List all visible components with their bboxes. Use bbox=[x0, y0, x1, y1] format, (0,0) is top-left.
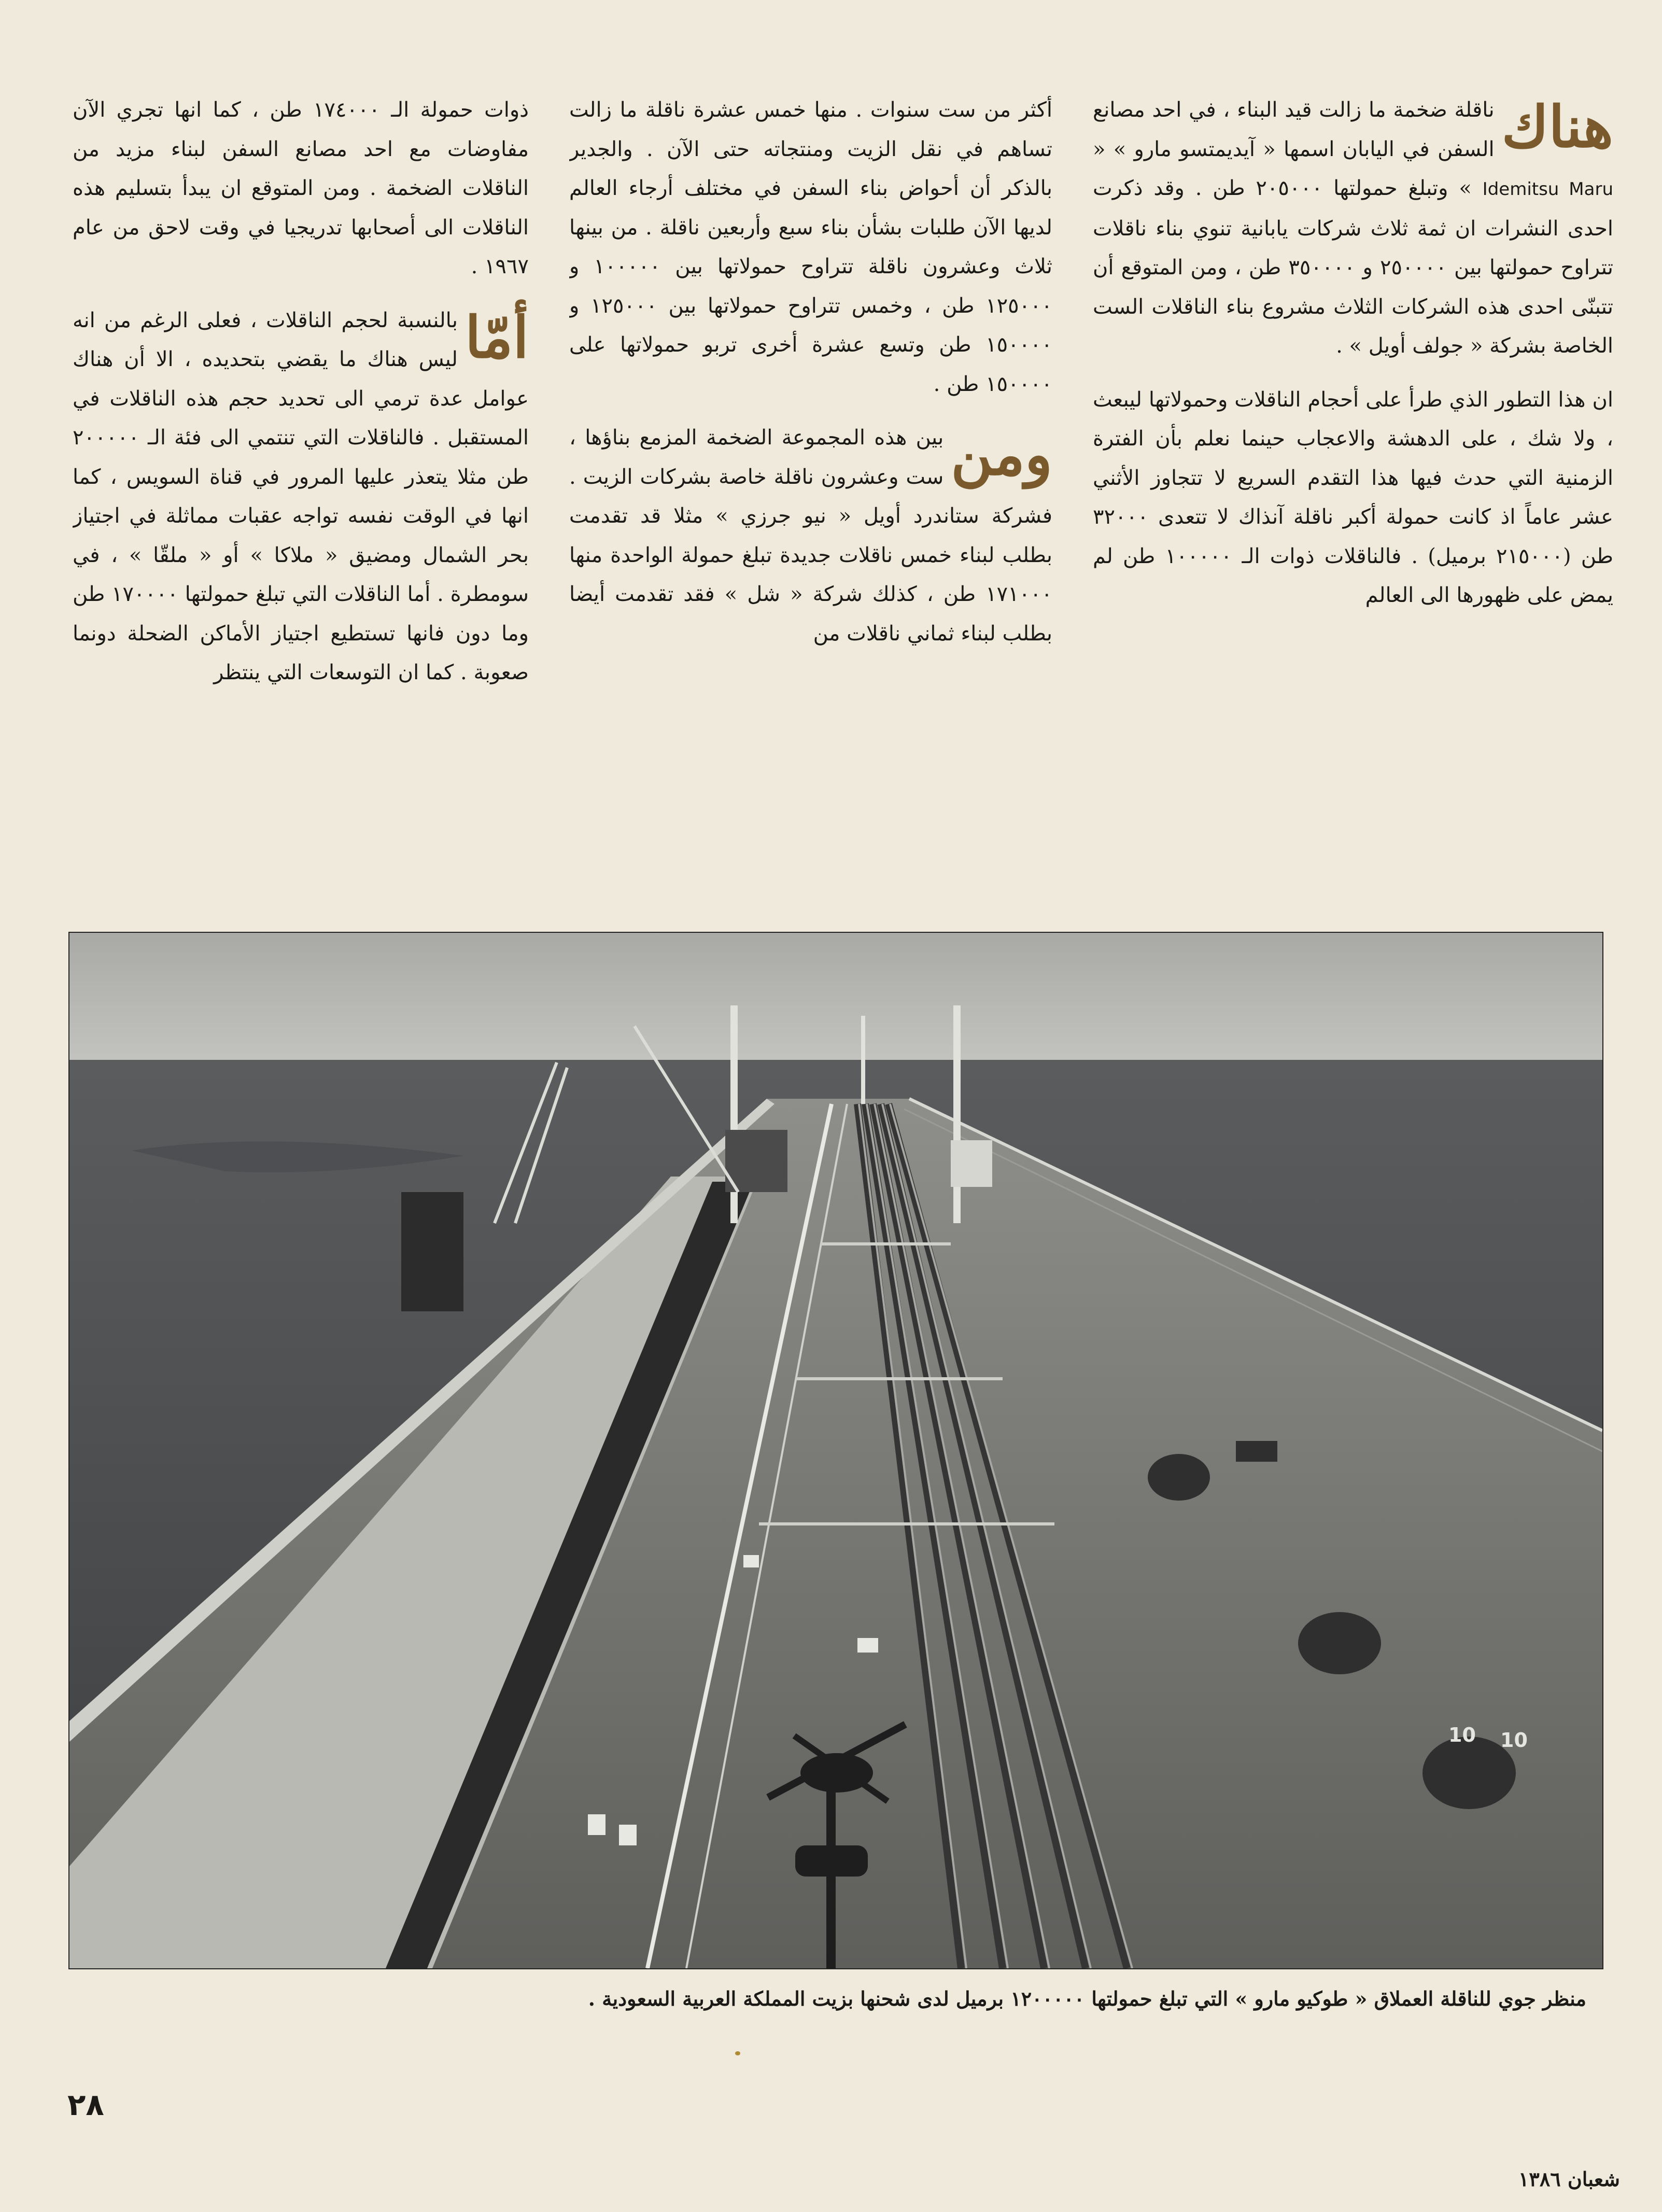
ship-name-latin: Idemitsu Maru bbox=[1482, 179, 1613, 200]
paragraph-text: » وتبلغ حمولتها ٢٠٥٠٠٠ طن . وقد ذكرت احدى النشرات ان ثمة ثلاث شركات يابانية تنوي بناء ناقلات تتراوح حمولتها بين ٢٥٠٠٠٠ و ٣٥٠٠٠٠ طن ، ومن المتوقع أن تتبنّى احدى هذه الشركات الثلاث مشروع بناء الناقلات الست الخاصة بشركة « جولف أويل » . bbox=[1093, 176, 1613, 358]
deck-number: 10 bbox=[1500, 1729, 1528, 1752]
article-column-right bbox=[1093, 91, 1613, 837]
page-number: ٢٨ bbox=[67, 2087, 104, 2122]
crane-machinery bbox=[401, 1192, 463, 1311]
tanker-deck-photo bbox=[68, 932, 1603, 1969]
paragraph: ان هذا التطور الذي طرأ على أحجام الناقلات وحمولاتها ليبعث ، ولا شك ، على الدهشة والاعجاب حينما نعلم بأن الفترة الزمنية التي حدث فيها هذا التقدم السريع لا تتجاوز الأثني عشر عاماً اذ كانت حمولة أكبر ناقلة آنذاك لا تتعدى ٣٢٠٠٠ طن (٢١٥٠٠٠ برميل) . فالناقلات ذوات الـ ١٠٠٠٠٠ طن لم يمض على ظهورها الى العالم bbox=[1093, 387, 1613, 607]
tanker-illustration bbox=[69, 933, 1602, 1968]
paragraph-text: بالنسبة لحجم الناقلات ، فعلى الرغم من انه ليس هناك ما يقضي بتحديده ، الا أن هناك عوامل عدة ترمي الى تحديد حجم هذه الناقلات في المستقبل . فالناقلات التي تنتمي الى فئة الـ ٢٠٠٠٠٠ طن مثلا يتعذر عليها المرور في قناة السويس ، كما انها في الوقت نفسه تواجه عقبات مماثلة في اجتياز بحر الشمال ومضيق « ملاكا » أو « ملقّا » ، في سومطرة . أما الناقلات التي تبلغ حمولتها ١٧٠٠٠٠ طن وما دون فانها تستطيع اجتياز الأماكن الضحلة دونما صعوبة . كما ان التوسعات التي ينتظر bbox=[73, 308, 529, 684]
deck-structure bbox=[725, 1130, 787, 1192]
paragraph bbox=[1093, 91, 1613, 366]
deckhouse bbox=[951, 1140, 992, 1187]
dropcap-word: أمّا bbox=[465, 303, 529, 371]
dropcap-word: ومن bbox=[951, 421, 1052, 488]
paragraph: ذوات حمولة الـ ١٧٤٠٠٠ طن ، كما انها تجري الآن مفاوضات مع احد مصانع السفن لبناء مزيد من الناقلات الضخمة . ومن المتوقع ان يبدأ بتسليم هذه الناقلات الى أصحابها تدريجيا في وقت لاحق من عام ١٩٦٧ . bbox=[73, 98, 529, 278]
paragraph bbox=[569, 418, 1052, 653]
print-speck bbox=[735, 2051, 740, 2055]
photo-caption: منظر جوي للناقلة العملاق « طوكيو مارو » التي تبلغ حمولتها ١٢٠٠٠٠٠ برميل لدى شحنها بزيت المملكة العربية السعودية . bbox=[588, 1987, 1586, 2010]
deck-number: 10 bbox=[1448, 1724, 1476, 1746]
paragraph: أكثر من ست سنوات . منها خمس عشرة ناقلة ما زالت تساهم في نقل الزيت ومنتجاته حتى الآن . والجدير بالذكر أن أحواض بناء السفن في مختلف أرجاء العالم لديها الآن طلبات بشأن بناء سبع وأربعين ناقلة . من بينها ثلاث وعشرون ناقلة تتراوح حمولاتها بين ١٠٠٠٠٠ و ١٢٥٠٠٠ طن ، وخمس تتراوح حمولاتها بين ١٢٥٠٠٠ و ١٥٠٠٠٠ طن وتسع عشرة أخرى تربو حمولاتها على ١٥٠٠٠٠ طن . bbox=[569, 98, 1052, 396]
paragraph-text: بين هذه المجموعة الضخمة المزمع بناؤها ، ست وعشرون ناقلة خاصة بشركات الزيت . فشركة ستاندرد أويل « نيو جرزي » مثلا قد تقدمت بطلب لبناء خمس ناقلات جديدة تبلغ حمولة الواحدة منها ١٧١٠٠٠ طن ، كذلك شركة « شل » فقد تقدمت أيضا بطلب لبناء ثماني ناقلات من bbox=[569, 426, 1052, 646]
paragraph bbox=[73, 301, 529, 693]
paragraph-text: ناقلة ضخمة ما زالت قيد البناء ، في احد مصانع السفن في اليابان اسمها « آيديمتسو مارو » « bbox=[1093, 98, 1495, 161]
article-column-left bbox=[73, 91, 529, 837]
dropcap-word: هناك bbox=[1501, 93, 1613, 160]
sky bbox=[69, 933, 1602, 1060]
issue-date: شعبان ١٣٨٦ bbox=[1518, 2167, 1620, 2191]
article-column-middle bbox=[569, 91, 1052, 837]
